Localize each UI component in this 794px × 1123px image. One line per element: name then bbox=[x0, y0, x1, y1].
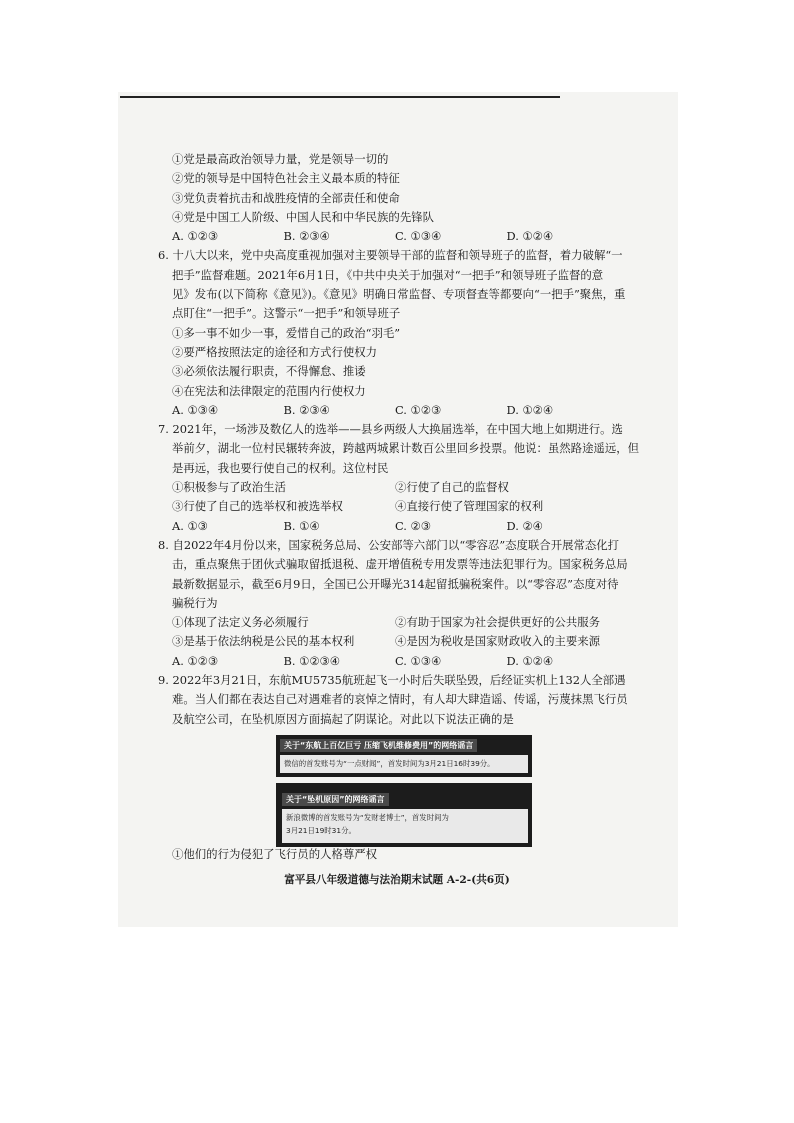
q9-stem-2: 难。当人们都在表达自己对遇难者的哀悼之情时，有人却大肆造谣、传谣，污蔑抹黑飞行员 bbox=[172, 692, 628, 707]
q7-item-2: ②行使了自己的监督权 bbox=[395, 480, 509, 495]
q8-option-a[interactable]: A. ①②③ bbox=[172, 653, 219, 668]
q9-item-1: ①他们的行为侵犯了飞行员的人格尊严权 bbox=[172, 847, 378, 861]
q8-stem-1: 8. 自2022年4月份以来，国家税务总局、公安部等六部门以“零容忍”态度联合开展常态化打 bbox=[158, 537, 620, 552]
rumor-box-2-line-2: 3月21日19时31分。 bbox=[286, 826, 356, 835]
q8-item-4: ④是因为税收是国家财政收入的主要来源 bbox=[395, 634, 601, 649]
q7-option-c[interactable]: C. ②③ bbox=[395, 518, 431, 533]
q8-item-2: ②有助于国家为社会提供更好的公共服务 bbox=[395, 615, 601, 630]
rumor-box-2-line-1: 新浪微博的首发账号为“发财老博士”，首发时间为 bbox=[286, 813, 449, 822]
q8-stem-4: 骗税行为 bbox=[172, 595, 218, 610]
q6-options bbox=[172, 401, 618, 420]
q6-item-3: ③必须依法履行职责，不得懈怠、推诿 bbox=[172, 364, 366, 379]
q8-option-b[interactable]: B. ①②③④ bbox=[283, 653, 340, 668]
q7-item-3: ③行使了自己的选举权和被选举权 bbox=[172, 499, 343, 514]
q7-options bbox=[172, 517, 618, 536]
q7-item-4: ④直接行使了管理国家的权利 bbox=[395, 499, 544, 514]
q8-item-3: ③是基于依法纳税是公民的基本权利 bbox=[172, 634, 355, 649]
q7-stem-3: 是再远，我也要行使自己的权利。这位村民 bbox=[172, 460, 389, 475]
q8-item-1: ①体现了法定义务必须履行 bbox=[172, 615, 309, 630]
q5-option-d[interactable]: D. ①②④ bbox=[506, 229, 554, 244]
q6-item-4: ④在宪法和法律限定的范围内行使权力 bbox=[172, 383, 366, 398]
question-page bbox=[158, 150, 640, 729]
q6-item-1: ①多一事不如少一事，爱惜自己的政治“羽毛” bbox=[172, 325, 401, 340]
q8-stem-3: 最新数据显示，截至6月9日，全国已公开曝光314起留抵骗税案件。以“零容忍”态度对待 bbox=[172, 576, 619, 591]
q5-item-4: ④党是中国工人阶级、中国人民和中华民族的先锋队 bbox=[172, 209, 434, 224]
rumor-box-2 bbox=[276, 783, 532, 847]
rumor-box-1-body: 微信的首发账号为“一点财闻”，首发时间为3月21日16时39分。 bbox=[280, 755, 528, 773]
header-rule bbox=[120, 96, 560, 98]
q7-item-1: ①积极参与了政治生活 bbox=[172, 480, 286, 495]
q7-items-row-1 bbox=[172, 478, 618, 497]
q5-options bbox=[172, 227, 618, 246]
q6-stem-3: 见》发布(以下简称《意见》)。《意见》明确日常监督、专项督查等都要向“一把手”聚焦，重 bbox=[172, 287, 626, 302]
q6-option-a[interactable]: A. ①③④ bbox=[172, 402, 219, 417]
q7-stem-2: 举前夕，湖北一位村民辗转奔波，跨越两城累计数百公里回乡投票。他说：虽然路途遥远，但 bbox=[172, 441, 640, 456]
q7-option-b[interactable]: B. ①④ bbox=[283, 518, 320, 533]
q7-items-row-2 bbox=[172, 497, 618, 516]
q8-options bbox=[172, 652, 618, 671]
q5-option-c[interactable]: C. ①③④ bbox=[395, 229, 442, 244]
q8-stem-2: 击，重点聚焦于团伙式骗取留抵退税、虚开增值税专用发票等违法犯罪行为。国家税务总局 bbox=[172, 557, 628, 572]
q6-stem-4: 点盯住“一把手”。这警示“一把手”和领导班子 bbox=[172, 306, 401, 321]
q6-stem-1: 6. 十八大以来，党中央高度重视加强对主要领导干部的监督和领导班子的监督，着力破解“一 bbox=[158, 248, 623, 263]
rumor-box-2-body bbox=[282, 809, 528, 843]
q5-option-a[interactable]: A. ①②③ bbox=[172, 229, 219, 244]
q8-items-row-1 bbox=[172, 613, 618, 632]
q9-stem-1: 9. 2022年3月21日，东航MU5735航班起飞一小时后失联坠毁，后经证实机上132人全部遇 bbox=[158, 673, 626, 688]
q7-stem-1: 7. 2021年，一场涉及数亿人的选举——县乡两级人大换届选举，在中国大地上如期进行。选 bbox=[158, 422, 623, 437]
q8-option-d[interactable]: D. ①②④ bbox=[506, 653, 554, 668]
q7-option-d[interactable]: D. ②④ bbox=[506, 518, 543, 533]
q8-option-c[interactable]: C. ①③④ bbox=[395, 653, 442, 668]
q6-item-2: ②要严格按照法定的途径和方式行使权力 bbox=[172, 344, 378, 359]
q5-item-2: ②党的领导是中国特色社会主义最本质的特征 bbox=[172, 171, 400, 186]
rumor-box-1-title: 关于“东航上百亿巨亏 压缩飞机维修费用”的网络谣言 bbox=[280, 739, 477, 752]
q8-items-row-2 bbox=[172, 632, 618, 651]
q9-stem-3: 及航空公司，在坠机原因方面搞起了阴谋论。对此以下说法正确的是 bbox=[172, 711, 514, 726]
q7-option-a[interactable]: A. ①③ bbox=[172, 518, 208, 533]
rumor-screenshot bbox=[276, 735, 532, 847]
q5-item-1: ①党是最高政治领导力量，党是领导一切的 bbox=[172, 152, 389, 166]
q6-option-c[interactable]: C. ①②③ bbox=[395, 402, 442, 417]
rumor-box-1 bbox=[276, 735, 532, 777]
q6-option-d[interactable]: D. ①②④ bbox=[506, 402, 554, 417]
q6-option-b[interactable]: B. ②③④ bbox=[283, 402, 330, 417]
q5-item-3: ③党负责着抗击和战胜疫情的全部责任和使命 bbox=[172, 190, 400, 205]
q5-option-b[interactable]: B. ②③④ bbox=[283, 229, 330, 244]
q6-stem-2: 把手”监督难题。2021年6月1日，《中共中央关于加强对“一把手”和领导班子监督的意 bbox=[172, 267, 604, 282]
rumor-box-2-title: 关于“坠机原因”的网络谣言 bbox=[282, 793, 389, 806]
page-footer: 富平县八年级道德与法治期末试题 A-2-(共6页) bbox=[284, 874, 510, 886]
